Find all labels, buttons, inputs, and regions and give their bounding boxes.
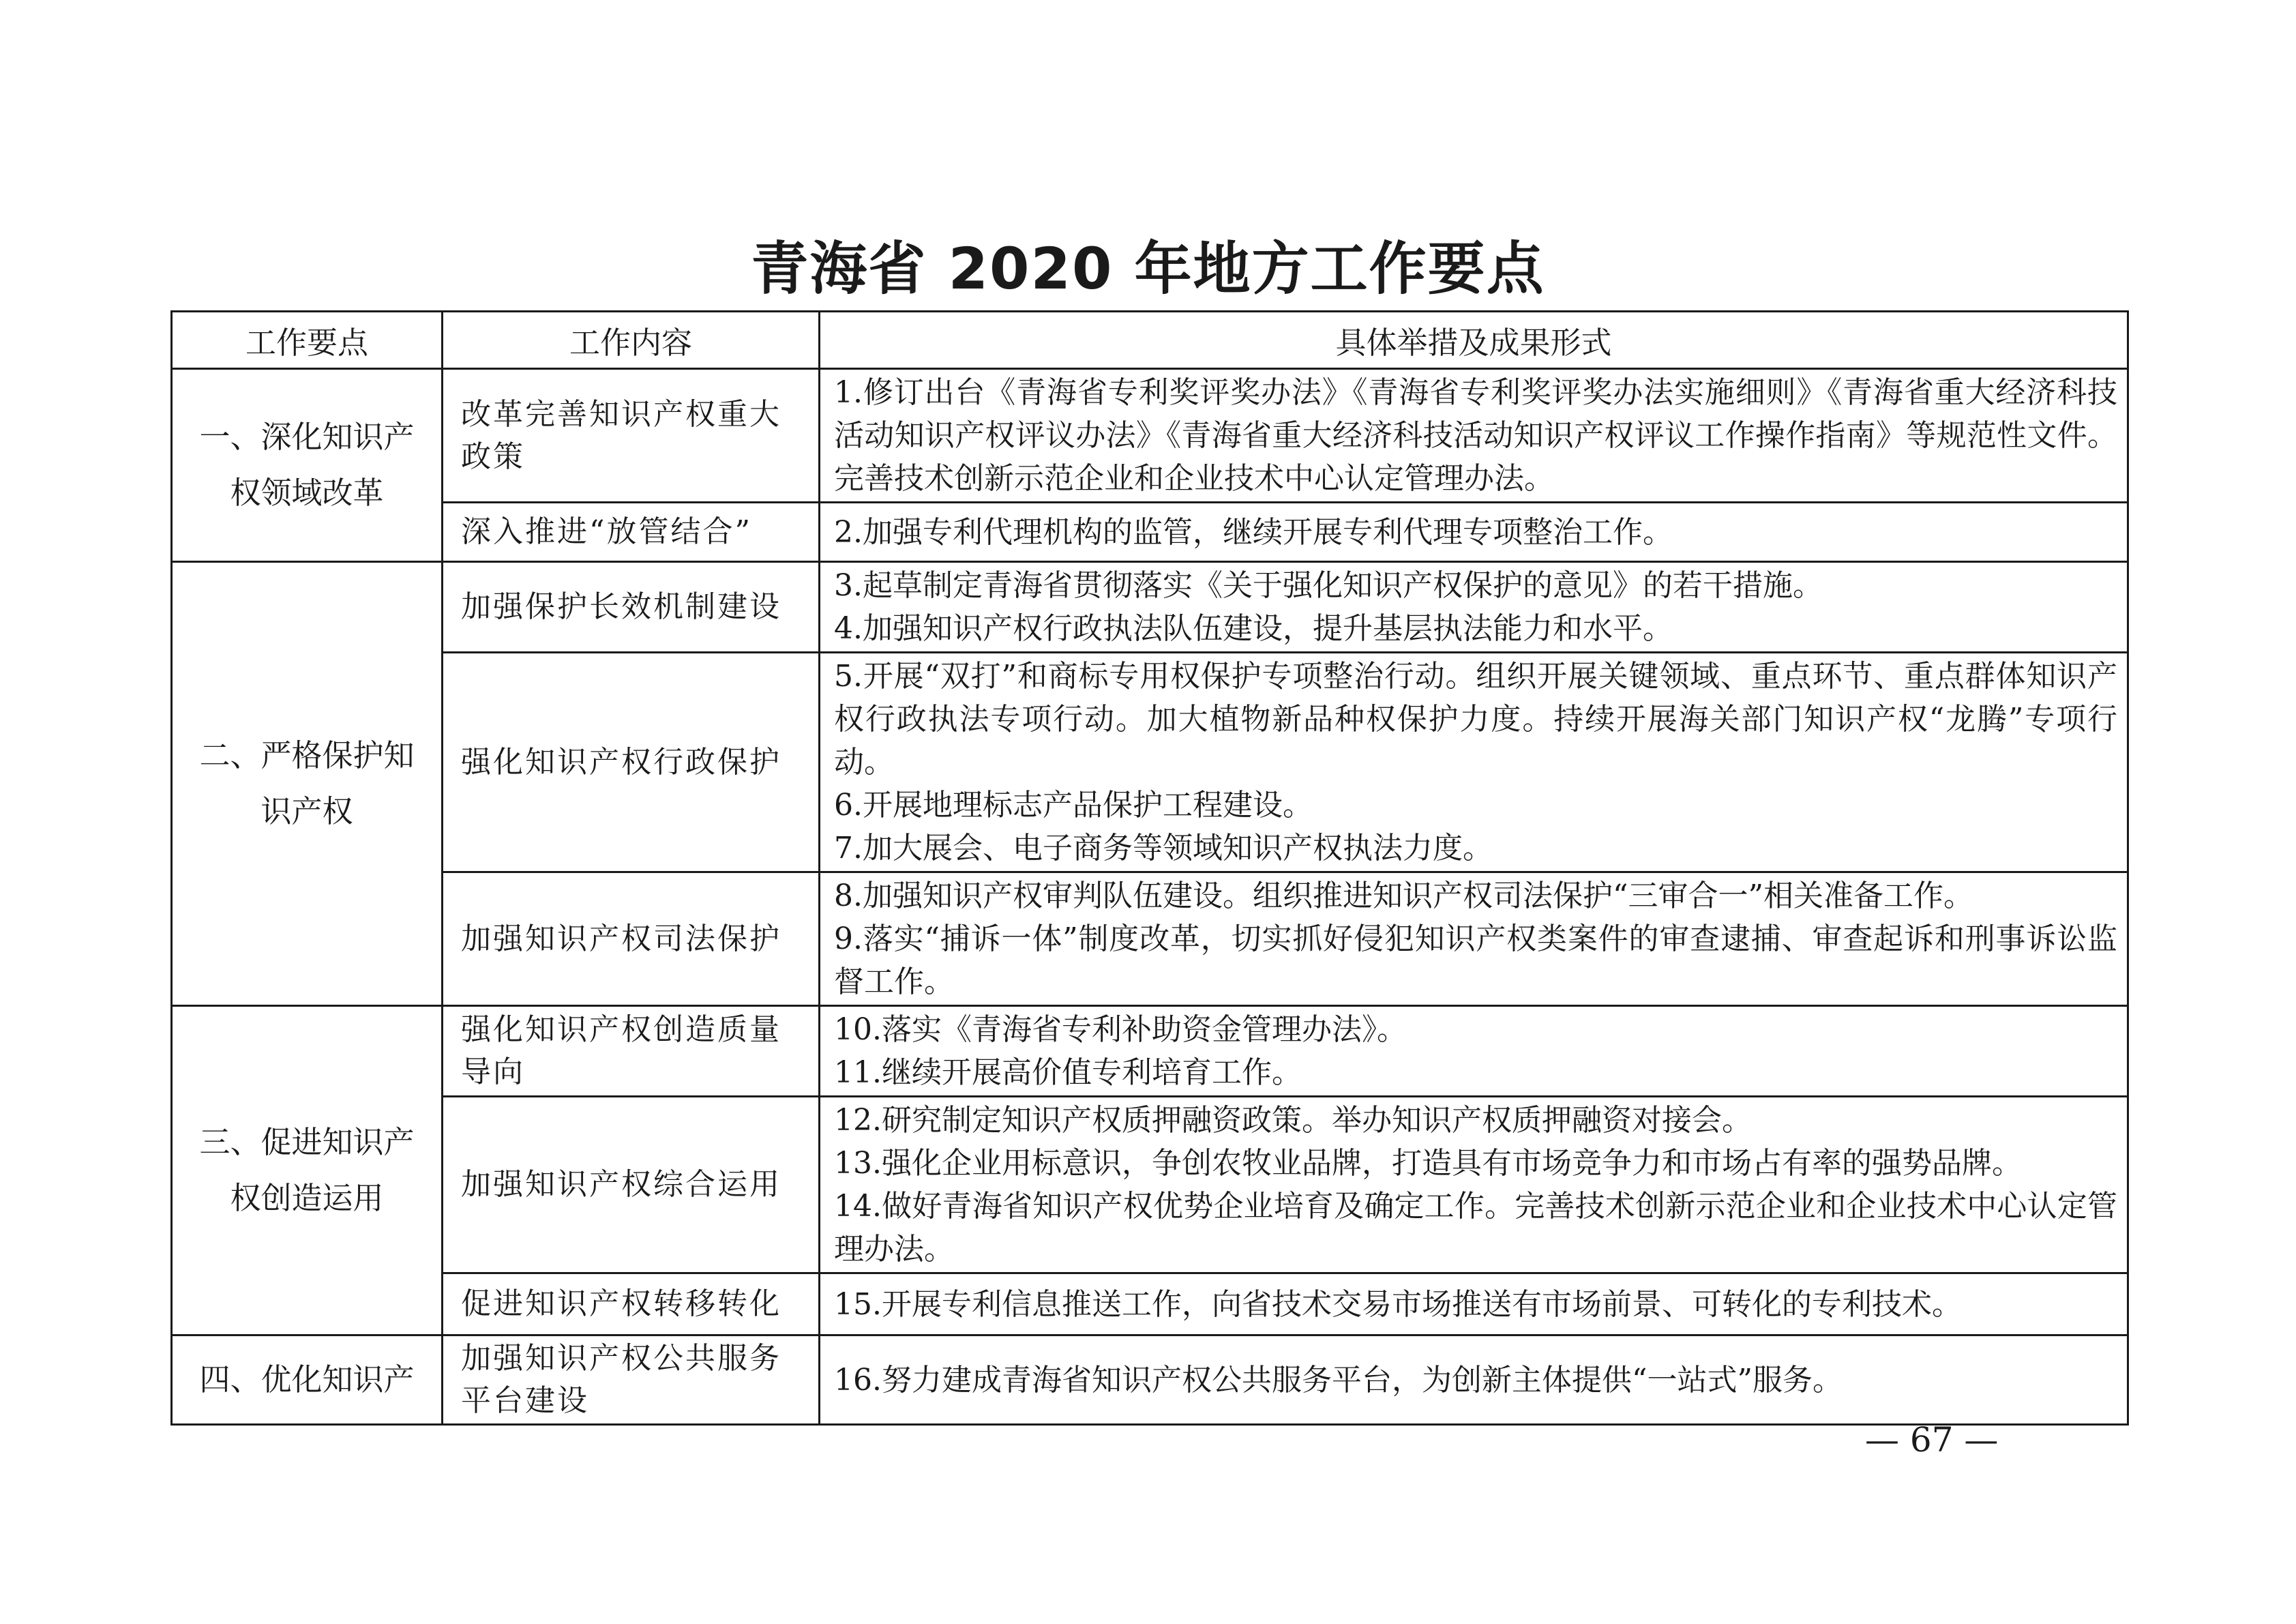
table-row: [172, 1097, 2128, 1273]
header-work-point: 工作要点: [172, 312, 443, 369]
measures-cell: [820, 562, 2128, 653]
section-area-cell: 一、深化知识产权领域改革: [172, 369, 443, 562]
measures-cell: [820, 1006, 2128, 1097]
measure-item: 10.落实《青海省专利补助资金管理办法》。: [834, 1012, 1407, 1047]
page-number: — 67 —: [1865, 1420, 1999, 1460]
work-plan-table: [170, 310, 2129, 1426]
measure-item: 9.落实“捕诉一体”制度改革，切实抓好侵犯知识产权类案件的审查逮捕、审查起诉和刑事诉讼监督工作。: [834, 921, 2117, 999]
header-work-content: 工作内容: [443, 312, 820, 369]
header-measures: 具体举措及成果形式: [820, 312, 2128, 369]
work-content-cell: 改革完善知识产权重大政策: [443, 369, 820, 503]
document-title: 青海省 2020 年地方工作要点: [751, 235, 1545, 302]
table-row: [172, 872, 2128, 1006]
measure-item: 3.起草制定青海省贯彻落实《关于强化知识产权保护的意见》的若干措施。: [834, 568, 1823, 603]
table-row: [172, 369, 2128, 503]
section-area-cell: 二、严格保护知识产权: [172, 562, 443, 1006]
measures-cell: [820, 1335, 2128, 1425]
section-area-cell: 三、促进知识产权创造运用: [172, 1006, 443, 1335]
work-content-cell: 强化知识产权行政保护: [443, 653, 820, 872]
table-row: [172, 562, 2128, 653]
measure-item: 13.强化企业用标意识，争创农牧业品牌，打造具有市场竞争力和市场占有率的强势品牌。: [834, 1146, 2022, 1181]
work-content-cell: 深入推进“放管结合”: [443, 503, 820, 562]
section-area-cell: 四、优化知识产: [172, 1335, 443, 1425]
work-content-cell: 促进知识产权转移转化: [443, 1273, 820, 1335]
measure-item: 15.开展专利信息推送工作，向省技术交易市场推送有市场前景、可转化的专利技术。: [834, 1286, 1962, 1322]
table-row: [172, 1335, 2128, 1425]
table-row: [172, 503, 2128, 562]
measures-cell: [820, 1097, 2128, 1273]
measure-item: 16.努力建成青海省知识产权公共服务平台，为创新主体提供“一站式”服务。: [834, 1362, 1843, 1398]
measure-item: 8.加强知识产权审判队伍建设。组织推进知识产权司法保护“三审合一”相关准备工作。: [834, 879, 1973, 913]
work-content-cell: 加强知识产权公共服务平台建设: [443, 1335, 820, 1425]
table-row: [172, 1273, 2128, 1335]
measures-cell: [820, 369, 2128, 503]
measures-cell: [820, 503, 2128, 562]
table-row: [172, 653, 2128, 872]
measure-item: 14.做好青海省知识产权优势企业培育及确定工作。完善技术创新示范企业和企业技术中心认定管理办法。: [834, 1189, 2117, 1267]
table-header-row: [172, 312, 2128, 369]
measure-item: 11.继续开展高价值专利培育工作。: [834, 1055, 1302, 1090]
work-content-cell: 强化知识产权创造质量导向: [443, 1006, 820, 1097]
measure-item: 6.开展地理标志产品保护工程建设。: [834, 788, 1313, 823]
measure-item: 1.修订出台《青海省专利奖评奖办法》《青海省专利奖评奖办法实施细则》《青海省重大经济科技活动知识产权评议办法》《青海省重大经济科技活动知识产权评议工作操作指南》等规范性文件。完善技术创新示范企业和企业技术中心认定管理办法。: [834, 375, 2117, 496]
table-row: [172, 1006, 2128, 1097]
measures-cell: [820, 1273, 2128, 1335]
measure-item: 4.加强知识产权行政执法队伍建设，提升基层执法能力和水平。: [834, 611, 1673, 646]
measure-item: 2.加强专利代理机构的监管，继续开展专利代理专项整治工作。: [834, 514, 1673, 550]
measure-item: 7.加大展会、电子商务等领域知识产权执法力度。: [834, 831, 1493, 866]
work-content-cell: 加强保护长效机制建设: [443, 562, 820, 653]
measures-cell: [820, 653, 2128, 872]
work-content-cell: 加强知识产权综合运用: [443, 1097, 820, 1273]
measure-item: 12.研究制定知识产权质押融资政策。举办知识产权质押融资对接会。: [834, 1103, 1752, 1138]
measures-cell: [820, 872, 2128, 1006]
measure-item: 5.开展“双打”和商标专用权保护专项整治行动。组织开展关键领域、重点环节、重点群体知识产权行政执法专项行动。加大植物新品种权保护力度。持续开展海关部门知识产权“龙腾”专项行动。: [834, 659, 2117, 780]
work-content-cell: 加强知识产权司法保护: [443, 872, 820, 1006]
